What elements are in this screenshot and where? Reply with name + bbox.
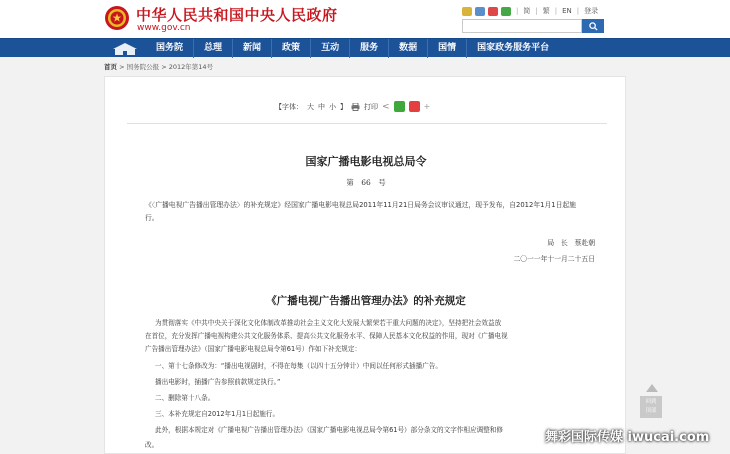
- weibo-icon[interactable]: [488, 7, 498, 16]
- nav-item-national-info[interactable]: 国情: [427, 39, 466, 58]
- english-link[interactable]: EN: [562, 7, 572, 15]
- toolbar-divider: [127, 123, 607, 124]
- body-line: 在首位，充分发挥广播电视构建公共文化服务体系、提高公共文化服务水平、保障人民基本文化权益的作用，现对《广播电视: [145, 332, 508, 340]
- nav-item-data[interactable]: 数据: [388, 39, 427, 58]
- font-large-button[interactable]: 大: [307, 102, 314, 111]
- font-size-label: 【字体：: [275, 102, 303, 111]
- site-header: [0, 0, 730, 38]
- font-small-button[interactable]: 小: [329, 102, 336, 111]
- breadcrumb-issue: 2012年第14号: [168, 63, 214, 71]
- nav-item-services[interactable]: 服务: [349, 39, 388, 58]
- wechat-icon[interactable]: [501, 7, 511, 16]
- article-card: [104, 76, 626, 454]
- breadcrumb-section[interactable]: 国务院公报: [126, 63, 160, 71]
- body-line: 播出电影时，插播广告参照前款规定执行。”: [155, 378, 281, 386]
- tool-separator: |: [554, 7, 558, 15]
- wechat-share-icon[interactable]: [394, 101, 405, 112]
- nav-items: [146, 39, 559, 58]
- tool-separator: |: [576, 7, 580, 15]
- weibo-share-icon[interactable]: [409, 101, 420, 112]
- nav-item-state-council[interactable]: 国务院: [156, 43, 184, 53]
- tiananmen-home-icon[interactable]: [110, 41, 140, 56]
- watermark: 舞彩国际传媒 iwucai.com: [545, 430, 710, 445]
- search-button[interactable]: [582, 19, 604, 33]
- main-nav: [0, 38, 730, 57]
- breadcrumb-sep: >: [119, 63, 125, 71]
- traditional-link[interactable]: 繁: [542, 7, 550, 15]
- login-link[interactable]: 登录: [584, 7, 599, 15]
- body-line: 此外，根据本规定对《广播电视广告播出管理办法》（国家广播电影电视总局令第61号）部分条文的文字作相应调整和修: [155, 426, 503, 434]
- print-button[interactable]: 打印: [364, 102, 378, 111]
- national-emblem-icon[interactable]: [104, 5, 130, 31]
- mail-icon[interactable]: [462, 7, 472, 16]
- search-icon: [589, 22, 598, 31]
- signatory: 局 长 蔡赴朝: [547, 239, 595, 247]
- order-title: 国家广播电影电视总局令: [305, 155, 427, 168]
- search-input[interactable]: [462, 19, 582, 33]
- breadcrumb-home[interactable]: 首页: [104, 63, 117, 71]
- back-to-top-line2: 顶部: [645, 408, 657, 414]
- tool-separator: |: [535, 7, 538, 15]
- nav-item-news[interactable]: 新闻: [232, 39, 271, 58]
- body-line: 改。: [145, 441, 159, 449]
- body-line: 广告播出管理办法》（国家广播电影电视总局令第61号）作如下补充规定：: [145, 345, 362, 353]
- tool-separator: |: [516, 7, 519, 15]
- more-share-icon[interactable]: +: [423, 102, 431, 111]
- body-line: 为贯彻落实《中共中央关于深化文化体制改革推动社会主义文化大发展大繁荣若干重大问题的决定》，坚持把社会效益放: [155, 319, 502, 327]
- order-number: 第 66 号: [346, 178, 386, 187]
- site-title[interactable]: 中华人民共和国中央人民政府: [136, 6, 338, 24]
- font-medium-button[interactable]: 中: [318, 102, 325, 111]
- simplified-link[interactable]: 简: [523, 7, 531, 15]
- nav-item-policy[interactable]: 政策: [271, 39, 310, 58]
- back-to-top-line1: 回到: [645, 399, 657, 405]
- nav-item-interaction[interactable]: 互动: [310, 39, 349, 58]
- site-url: www.gov.cn: [137, 23, 191, 33]
- breadcrumb: [104, 62, 213, 71]
- mobile-icon[interactable]: [475, 7, 485, 16]
- intro-paragraph: 《〈广播电视广告播出管理办法〉的补充规定》经国家广播电影电视总局2011年11月21日局务会议审议通过，现予发布，自2012年1月1日起施行。: [145, 201, 576, 222]
- breadcrumb-sep: >: [161, 63, 167, 71]
- back-to-top-button[interactable]: [640, 396, 662, 418]
- regulation-title: 《广播电视广告播出管理办法》的补充规定: [266, 295, 466, 307]
- back-to-top-arrow-icon[interactable]: [646, 384, 658, 392]
- body-line: 三、本补充规定自2012年1月1日起施行。: [155, 410, 280, 418]
- body-line: 一、第十七条修改为：“播出电视剧时，不得在每集（以四十五分钟计）中间以任何形式插播广告。: [155, 362, 442, 370]
- nav-item-service-platform[interactable]: 国家政务服务平台: [466, 39, 559, 58]
- sign-date: 二〇一一年十一月二十五日: [513, 255, 595, 263]
- font-size-end: 】: [340, 102, 347, 111]
- share-icon[interactable]: <: [382, 101, 390, 112]
- top-tools: [462, 6, 598, 16]
- body-line: 二、删除第十八条。: [155, 394, 215, 402]
- article-toolbar: [275, 101, 430, 112]
- print-icon[interactable]: [351, 103, 360, 111]
- nav-item-premier[interactable]: 总理: [193, 39, 232, 58]
